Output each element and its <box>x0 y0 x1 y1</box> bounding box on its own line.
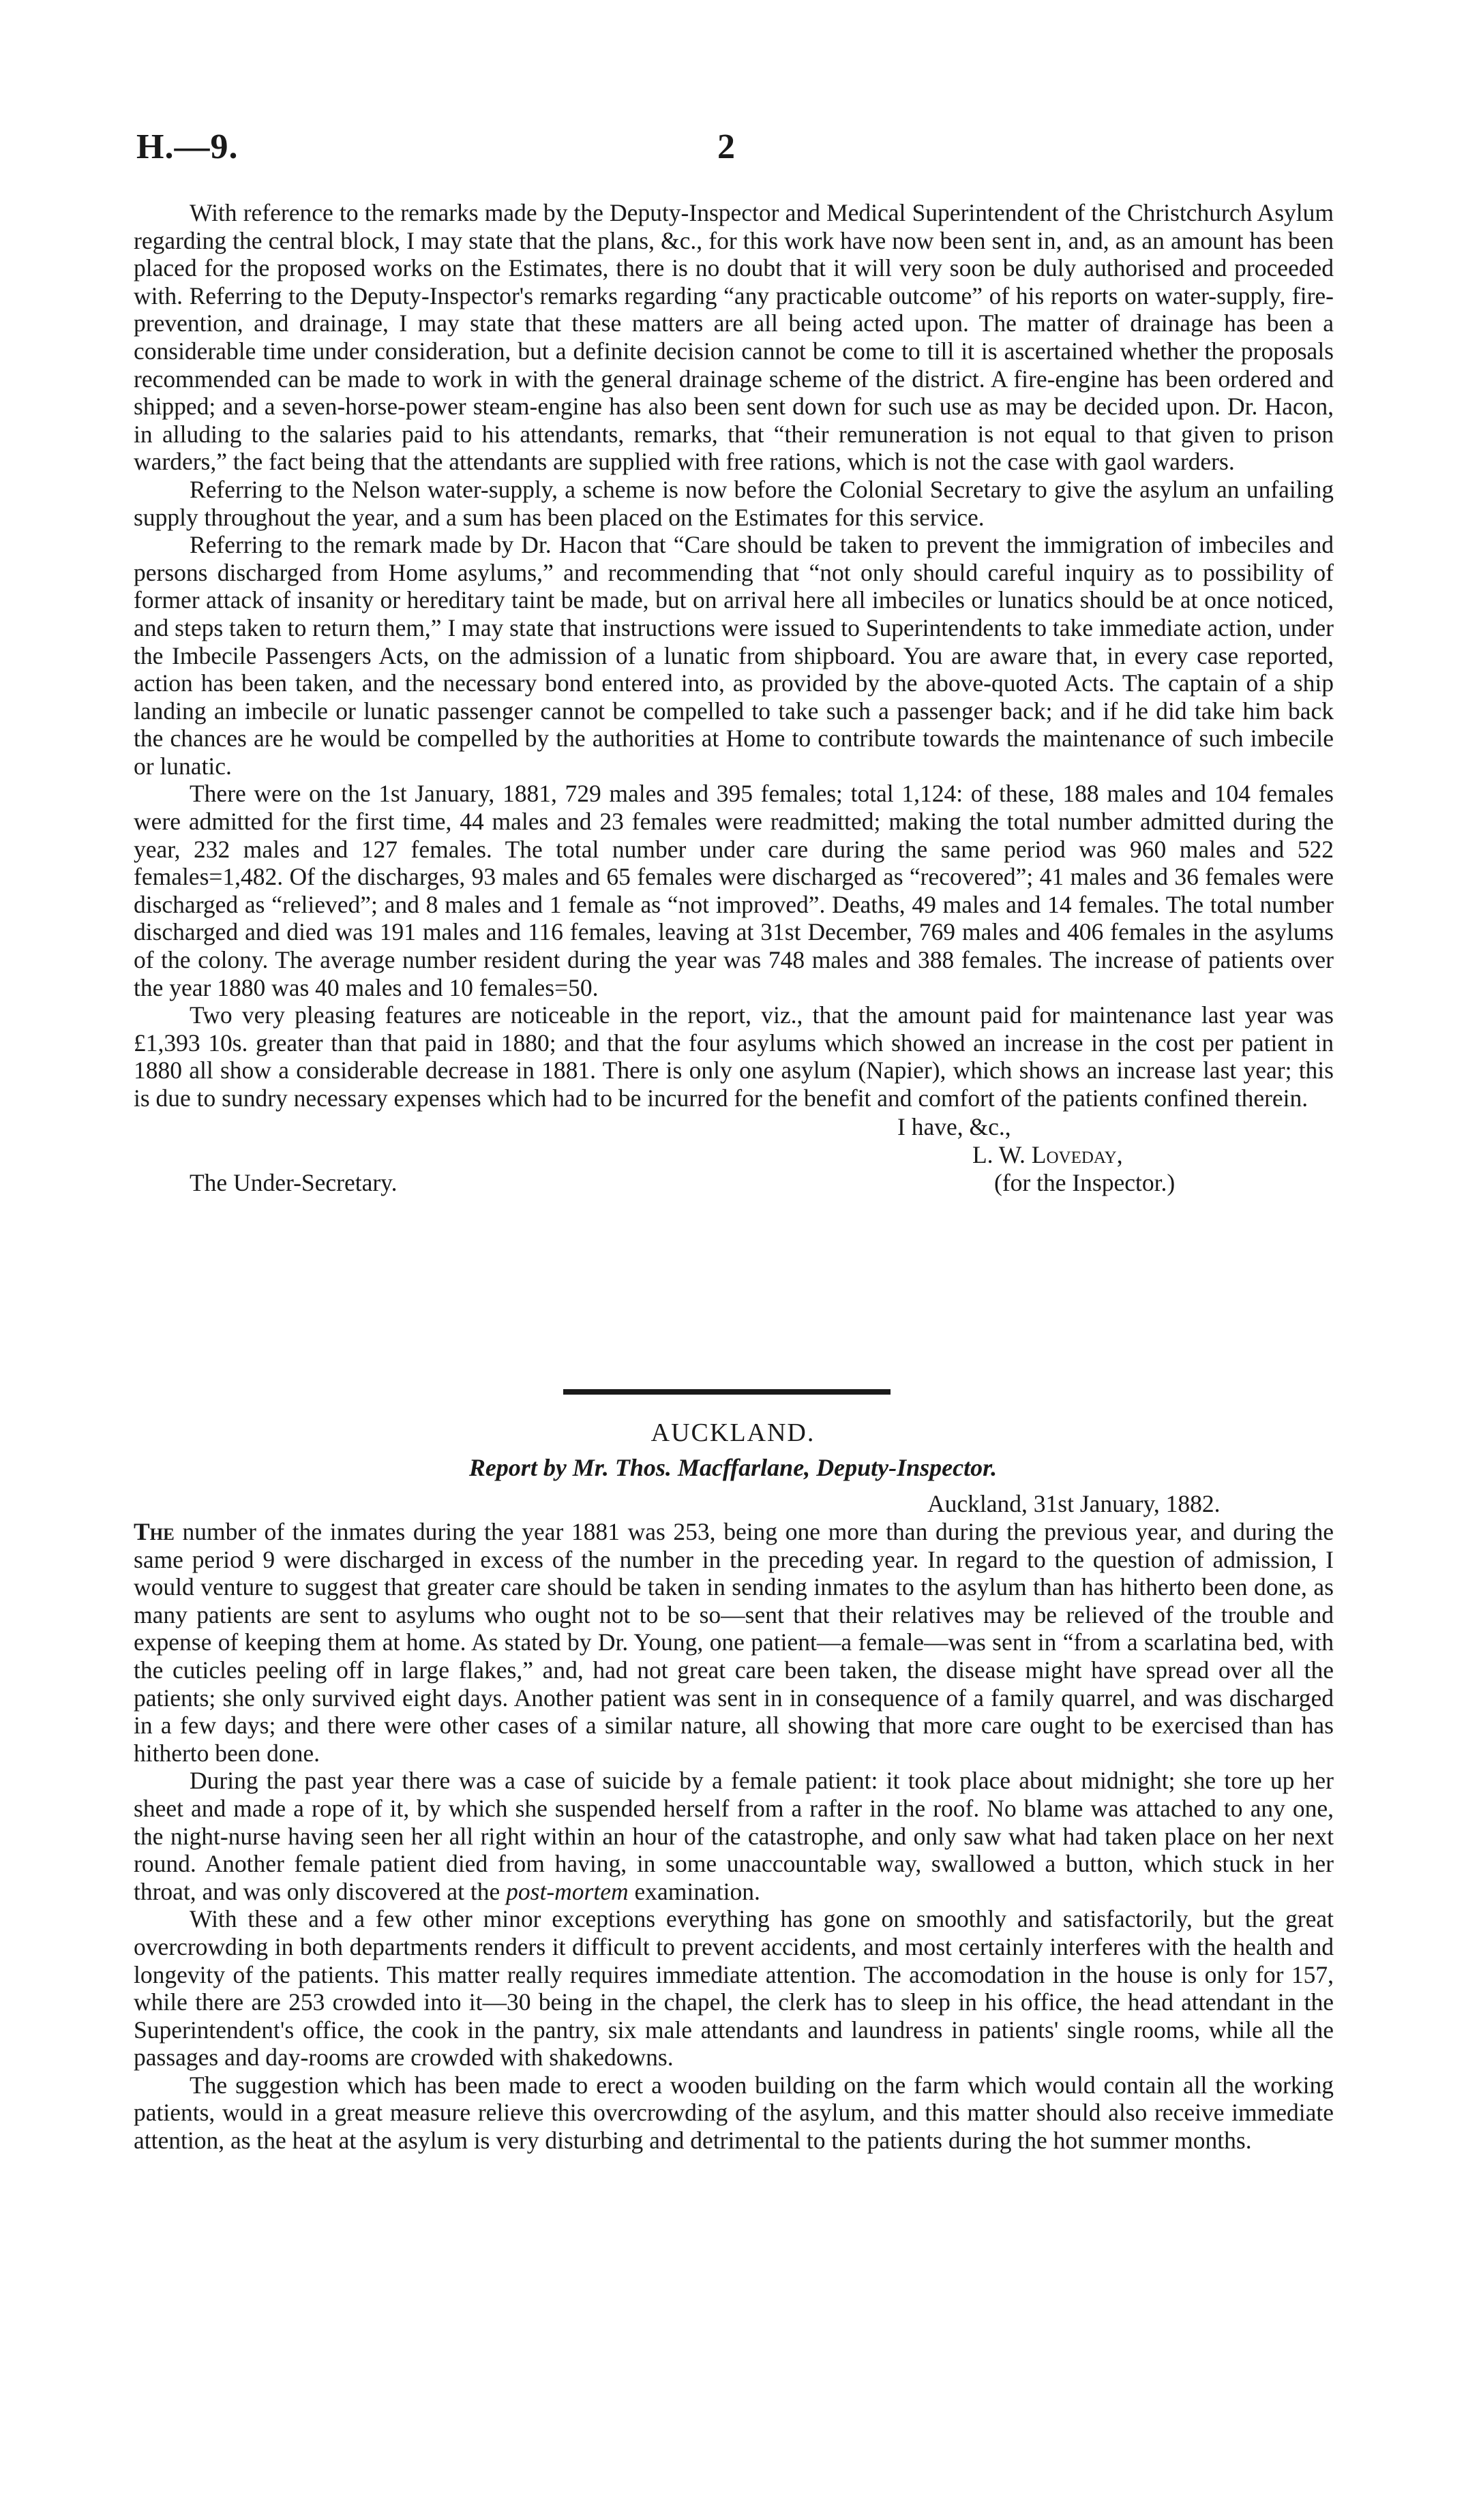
letter-paragraph-2: Referring to the Nelson water-supply, a scheme is now before the Colonial Secretary to give the asylum an unfailing supply throughout the year, and a sum has been placed on the Estimates for this service. <box>134 475 1334 531</box>
auckland-paragraph-2-text: During the past year there was a case of suicide by a female patient: it took place about midnight; she tore up her sheet and made a rope of it, by which she suspended herself from a rafter in the roof. No blame was attached to any one, the night-nurse having seen her all right within an hour of the catastrophe, and only saw what had taken place on her next round. Another female patient died from having, in some unaccountable way, swallowed a button, which stuck in her throat, and was only discovered at the <box>134 1767 1334 1905</box>
auckland-paragraph-3: With these and a few other minor exceptions everything has gone on smoothly and satisfactorily, but the great overcrowding in both departments renders it difficult to prevent accidents, and most certainly interferes with the health and longevity of the patients. This matter really requires immediate attention. The accomodation in the house is only for 157, while there are 253 crowded into it—30 being in the chapel, the clerk has to sleep in his office, the head attendant in the Superintendent's office, the cook in the pantry, six male attendants and laundress in patients' single rooms, while all the passages and day-rooms are crowded with shakedowns. <box>134 1905 1334 2071</box>
auckland-paragraph-1 <box>134 1518 1334 1767</box>
italic-term: post-mortem <box>506 1877 629 1905</box>
letter-paragraph-4: There were on the 1st January, 1881, 729 males and 395 females; total 1,124: of these, 188 males and 104 females were admitted for the first time, 44 males and 23 females were readmitted; making the total number admitted during the year, 232 males and 127 females. The total number under care during the same period was 960 males and 522 females=1,482. Of the discharges, 93 males and 65 females were discharged as “recovered”; 41 males and 36 females were discharged as “relieved”; and 8 males and 1 female as “not improved”. Deaths, 49 males and 14 females. The total number discharged and died was 191 males and 116 females, leaving at 31st December, 769 males and 406 females in the asylums of the colony. The average number resident during the year was 748 males and 388 females. The increase of patients over the year 1880 was 40 males and 10 females=50. <box>134 780 1334 1001</box>
report-reference: H.—9. <box>136 127 239 166</box>
letter-closing <box>134 1112 1334 1208</box>
signatory-role: (for the Inspector.) <box>994 1168 1176 1196</box>
report-byline: Report by Mr. Thos. Macffarlane, Deputy-Inspector. <box>468 1454 998 1481</box>
section-divider <box>563 1389 891 1395</box>
signature <box>972 1140 1123 1169</box>
opening-word: The <box>134 1518 175 1545</box>
signature-surname: Loveday, <box>1031 1140 1123 1168</box>
auckland-report-body <box>134 1518 1334 2155</box>
auckland-paragraph-1-text: number of the inmates during the year 1881 was 253, being one more than during the previous year, and during the same period 9 were discharged in excess of the number in the preceding year. In regard to the question of admission, I would venture to suggest that greater care should be taken in sending inmates to the asylum than has hitherto been done, as many patients are sent to asylums who ought not to be so—sent that their relatives may be relieved of the trouble and expense of keeping them at home. As stated by Dr. Young, one patient—a female—was sent in “from a scarlatina bed, with the cuticles peeling off in large flakes,” and, had not great care been taken, the disease might have spread over all the patients; she only survived eight days. Another patient was sent in in consequence of a family quarrel, and was discharged in a few days; and there were other cases of a similar nature, all showing that more care ought to be exercised than has hitherto been done. <box>134 1518 1334 1767</box>
report-dateline: Auckland, 31st January, 1882. <box>927 1490 1221 1517</box>
letter-body <box>134 199 1334 1208</box>
section-title-auckland: AUCKLAND. <box>650 1418 816 1447</box>
signature-initials: L. W. <box>972 1140 1032 1168</box>
italic-term-suffix: examination. <box>628 1877 760 1905</box>
auckland-paragraph-4: The suggestion which has been made to erect a wooden building on the farm which would contain all the working patients, would in a great measure relieve this overcrowding of the asylum, and this matter should also receive immediate attention, as the heat at the asylum is very disturbing and detrimental to the patients during the hot summer months. <box>134 2071 1334 2155</box>
auckland-paragraph-2 <box>134 1767 1334 1905</box>
letter-paragraph-3: Referring to the remark made by Dr. Hacon that “Care should be taken to prevent the immigration of imbeciles and persons discharged from Home asylums,” and recommending that “not only should careful inquiry as to possibility of former attack of insanity or hereditary taint be made, but on arrival here all imbeciles or lunatics should be at once noticed, and steps taken to return them,” I may state that instructions were issued to Superintendents to take immediate action, under the Imbecile Passengers Acts, on the admission of a lunatic from shipboard. You are aware that, in every case reported, action has been taken, and the necessary bond entered into, as provided by the above-quoted Acts. The captain of a ship landing an imbecile or lunatic passenger cannot be compelled to take such a passenger back; and if he did take him back the chances are he would be compelled by the authorities at Home to contribute towards the maintenance of such imbecile or lunatic. <box>134 531 1334 780</box>
letter-paragraph-5: Two very pleasing features are noticeable in the report, viz., that the amount paid for maintenance last year was £1,393 10s. greater than that paid in 1880; and that the four asylums which showed an increase in the cost per patient in 1880 all show a considerable decrease in 1881. There is only one asylum (Napier), which shows an increase last year; this is due to sundry necessary expenses which had to be incurred for the benefit and comfort of the patients confined therein. <box>134 1001 1334 1112</box>
closing-salutation: I have, &c., <box>897 1112 1011 1140</box>
letter-paragraph-1: With reference to the remarks made by the Deputy-Inspector and Medical Superintendent of the Christchurch Asylum regarding the central block, I may state that the plans, &c., for this work have now been sent in, and, as an amount has been placed for the proposed works on the Estimates, there is no doubt that it will very soon be duly authorised and proceeded with. Referring to the Deputy-Inspector's remarks regarding “any practicable outcome” of his reports on water-supply, fire-prevention, and drainage, I may state that these matters are all being acted upon. The matter of drainage has been a considerable time under consideration, but a definite decision cannot be come to till it is ascertained whether the proposals recommended can be made to work in with the general drainage scheme of the district. A fire-engine has been ordered and shipped; and a seven-horse-power steam-engine has also been sent down for such use as may be decided upon. Dr. Hacon, in alluding to the salaries paid to his attendants, remarks, that “their remuneration is not equal to that given to prison warders,” the fact being that the attendants are supplied with free rations, which is not the case with gaol warders. <box>134 199 1334 476</box>
addressee: The Under-Secretary. <box>190 1168 398 1196</box>
page-number: 2 <box>717 127 735 166</box>
